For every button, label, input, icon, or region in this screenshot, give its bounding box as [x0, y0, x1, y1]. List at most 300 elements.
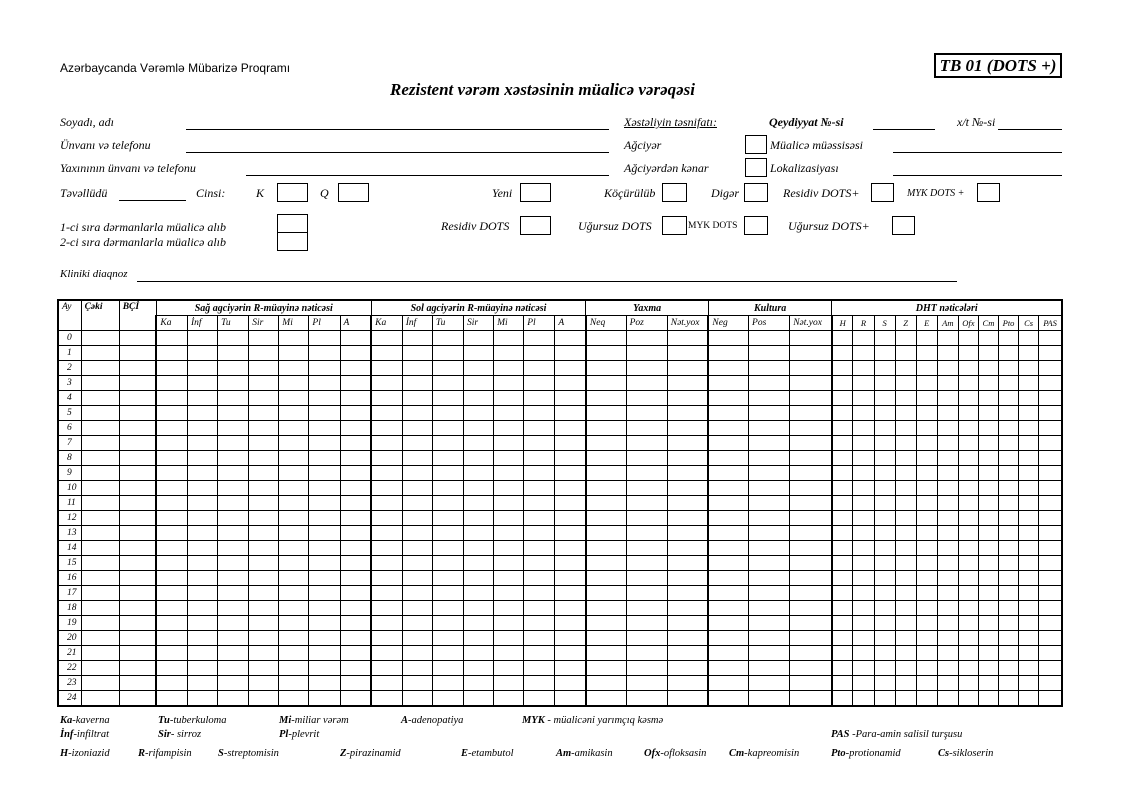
entry-cell[interactable] [494, 511, 524, 526]
entry-cell[interactable] [895, 691, 916, 707]
entry-cell[interactable] [119, 526, 156, 541]
entry-cell[interactable] [667, 331, 708, 346]
entry-cell[interactable] [853, 376, 874, 391]
entry-cell[interactable] [1019, 481, 1039, 496]
entry-cell[interactable] [874, 496, 895, 511]
entry-cell[interactable] [119, 661, 156, 676]
entry-cell[interactable] [371, 556, 402, 571]
pulmonary-checkbox[interactable] [745, 135, 767, 154]
entry-cell[interactable] [916, 541, 937, 556]
entry-cell[interactable] [790, 616, 832, 631]
entry-cell[interactable] [119, 496, 156, 511]
entry-cell[interactable] [708, 481, 748, 496]
entry-cell[interactable] [667, 631, 708, 646]
entry-cell[interactable] [218, 691, 249, 707]
entry-cell[interactable] [309, 511, 340, 526]
entry-cell[interactable] [371, 391, 402, 406]
entry-cell[interactable] [895, 421, 916, 436]
entry-cell[interactable] [340, 571, 371, 586]
entry-cell[interactable] [340, 346, 371, 361]
entry-cell[interactable] [874, 406, 895, 421]
entry-cell[interactable] [832, 646, 853, 661]
entry-cell[interactable] [218, 646, 249, 661]
entry-cell[interactable] [432, 661, 463, 676]
entry-cell[interactable] [187, 451, 217, 466]
entry-cell[interactable] [937, 466, 958, 481]
entry-cell[interactable] [999, 406, 1019, 421]
entry-cell[interactable] [371, 481, 402, 496]
entry-cell[interactable] [895, 361, 916, 376]
entry-cell[interactable] [667, 511, 708, 526]
entry-cell[interactable] [309, 331, 340, 346]
entry-cell[interactable] [895, 571, 916, 586]
entry-cell[interactable] [874, 451, 895, 466]
entry-cell[interactable] [279, 541, 309, 556]
entry-cell[interactable] [494, 436, 524, 451]
entry-cell[interactable] [309, 616, 340, 631]
entry-cell[interactable] [1039, 481, 1062, 496]
entry-cell[interactable] [218, 361, 249, 376]
entry-cell[interactable] [309, 481, 340, 496]
new-checkbox[interactable] [520, 183, 551, 202]
entry-cell[interactable] [958, 346, 978, 361]
entry-cell[interactable] [667, 391, 708, 406]
entry-cell[interactable] [463, 436, 493, 451]
entry-cell[interactable] [1039, 556, 1062, 571]
entry-cell[interactable] [853, 481, 874, 496]
birth-field[interactable] [119, 200, 186, 201]
entry-cell[interactable] [340, 421, 371, 436]
entry-cell[interactable] [874, 616, 895, 631]
entry-cell[interactable] [1039, 646, 1062, 661]
entry-cell[interactable] [586, 346, 626, 361]
entry-cell[interactable] [1039, 391, 1062, 406]
entry-cell[interactable] [667, 586, 708, 601]
entry-cell[interactable] [371, 661, 402, 676]
entry-cell[interactable] [895, 391, 916, 406]
entry-cell[interactable] [958, 526, 978, 541]
entry-cell[interactable] [371, 541, 402, 556]
entry-cell[interactable] [1039, 631, 1062, 646]
entry-cell[interactable] [626, 601, 667, 616]
entry-cell[interactable] [249, 466, 279, 481]
entry-cell[interactable] [494, 586, 524, 601]
gender-k-checkbox[interactable] [277, 183, 308, 202]
entry-cell[interactable] [874, 586, 895, 601]
entry-cell[interactable] [874, 661, 895, 676]
entry-cell[interactable] [667, 691, 708, 707]
entry-cell[interactable] [249, 346, 279, 361]
entry-cell[interactable] [402, 601, 432, 616]
entry-cell[interactable] [402, 541, 432, 556]
entry-cell[interactable] [279, 406, 309, 421]
entry-cell[interactable] [156, 346, 187, 361]
entry-cell[interactable] [708, 616, 748, 631]
entry-cell[interactable] [853, 511, 874, 526]
entry-cell[interactable] [1039, 361, 1062, 376]
first-line-checkbox[interactable] [277, 214, 308, 233]
extrapulmonary-checkbox[interactable] [745, 158, 767, 177]
entry-cell[interactable] [81, 601, 119, 616]
entry-cell[interactable] [937, 496, 958, 511]
entry-cell[interactable] [463, 511, 493, 526]
entry-cell[interactable] [402, 646, 432, 661]
entry-cell[interactable] [937, 331, 958, 346]
entry-cell[interactable] [555, 601, 586, 616]
entry-cell[interactable] [279, 451, 309, 466]
entry-cell[interactable] [279, 601, 309, 616]
entry-cell[interactable] [81, 421, 119, 436]
entry-cell[interactable] [958, 511, 978, 526]
entry-cell[interactable] [524, 361, 555, 376]
entry-cell[interactable] [916, 511, 937, 526]
entry-cell[interactable] [999, 376, 1019, 391]
address-field[interactable] [186, 152, 609, 153]
entry-cell[interactable] [524, 406, 555, 421]
entry-cell[interactable] [524, 511, 555, 526]
entry-cell[interactable] [626, 481, 667, 496]
entry-cell[interactable] [916, 646, 937, 661]
entry-cell[interactable] [999, 526, 1019, 541]
entry-cell[interactable] [895, 586, 916, 601]
entry-cell[interactable] [432, 541, 463, 556]
entry-cell[interactable] [432, 346, 463, 361]
entry-cell[interactable] [749, 451, 790, 466]
entry-cell[interactable] [916, 406, 937, 421]
entry-cell[interactable] [218, 661, 249, 676]
entry-cell[interactable] [790, 346, 832, 361]
entry-cell[interactable] [874, 556, 895, 571]
entry-cell[interactable] [667, 526, 708, 541]
entry-cell[interactable] [494, 331, 524, 346]
entry-cell[interactable] [463, 571, 493, 586]
entry-cell[interactable] [156, 361, 187, 376]
entry-cell[interactable] [749, 391, 790, 406]
entry-cell[interactable] [119, 631, 156, 646]
entry-cell[interactable] [402, 376, 432, 391]
entry-cell[interactable] [279, 556, 309, 571]
entry-cell[interactable] [586, 451, 626, 466]
entry-cell[interactable] [371, 586, 402, 601]
entry-cell[interactable] [218, 601, 249, 616]
entry-cell[interactable] [279, 331, 309, 346]
entry-cell[interactable] [790, 361, 832, 376]
failure-dots-plus-checkbox[interactable] [892, 216, 915, 235]
entry-cell[interactable] [978, 541, 998, 556]
entry-cell[interactable] [853, 421, 874, 436]
entry-cell[interactable] [119, 511, 156, 526]
entry-cell[interactable] [119, 376, 156, 391]
entry-cell[interactable] [667, 451, 708, 466]
entry-cell[interactable] [432, 331, 463, 346]
entry-cell[interactable] [586, 406, 626, 421]
entry-cell[interactable] [555, 481, 586, 496]
entry-cell[interactable] [340, 586, 371, 601]
entry-cell[interactable] [916, 346, 937, 361]
entry-cell[interactable] [999, 661, 1019, 676]
entry-cell[interactable] [156, 481, 187, 496]
entry-cell[interactable] [916, 436, 937, 451]
entry-cell[interactable] [1039, 346, 1062, 361]
entry-cell[interactable] [832, 481, 853, 496]
entry-cell[interactable] [218, 466, 249, 481]
entry-cell[interactable] [279, 586, 309, 601]
entry-cell[interactable] [832, 616, 853, 631]
entry-cell[interactable] [340, 331, 371, 346]
entry-cell[interactable] [81, 661, 119, 676]
entry-cell[interactable] [156, 526, 187, 541]
entry-cell[interactable] [667, 676, 708, 691]
entry-cell[interactable] [874, 331, 895, 346]
entry-cell[interactable] [371, 511, 402, 526]
entry-cell[interactable] [402, 556, 432, 571]
entry-cell[interactable] [978, 481, 998, 496]
entry-cell[interactable] [667, 466, 708, 481]
entry-cell[interactable] [494, 391, 524, 406]
entry-cell[interactable] [432, 556, 463, 571]
entry-cell[interactable] [279, 526, 309, 541]
entry-cell[interactable] [1019, 616, 1039, 631]
entry-cell[interactable] [524, 601, 555, 616]
entry-cell[interactable] [937, 391, 958, 406]
entry-cell[interactable] [81, 466, 119, 481]
entry-cell[interactable] [874, 391, 895, 406]
entry-cell[interactable] [958, 631, 978, 646]
entry-cell[interactable] [524, 436, 555, 451]
entry-cell[interactable] [119, 436, 156, 451]
entry-cell[interactable] [999, 496, 1019, 511]
entry-cell[interactable] [432, 526, 463, 541]
entry-cell[interactable] [249, 481, 279, 496]
entry-cell[interactable] [555, 646, 586, 661]
entry-cell[interactable] [1019, 526, 1039, 541]
entry-cell[interactable] [999, 481, 1019, 496]
entry-cell[interactable] [402, 661, 432, 676]
entry-cell[interactable] [1039, 661, 1062, 676]
entry-cell[interactable] [874, 541, 895, 556]
entry-cell[interactable] [187, 376, 217, 391]
entry-cell[interactable] [937, 571, 958, 586]
entry-cell[interactable] [340, 526, 371, 541]
entry-cell[interactable] [790, 331, 832, 346]
entry-cell[interactable] [187, 421, 217, 436]
entry-cell[interactable] [586, 676, 626, 691]
entry-cell[interactable] [790, 676, 832, 691]
entry-cell[interactable] [249, 376, 279, 391]
entry-cell[interactable] [187, 571, 217, 586]
entry-cell[interactable] [432, 391, 463, 406]
entry-cell[interactable] [749, 676, 790, 691]
entry-cell[interactable] [895, 346, 916, 361]
entry-cell[interactable] [708, 451, 748, 466]
entry-cell[interactable] [626, 391, 667, 406]
entry-cell[interactable] [218, 631, 249, 646]
entry-cell[interactable] [524, 451, 555, 466]
entry-cell[interactable] [309, 661, 340, 676]
entry-cell[interactable] [978, 571, 998, 586]
entry-cell[interactable] [524, 646, 555, 661]
entry-cell[interactable] [555, 421, 586, 436]
entry-cell[interactable] [853, 406, 874, 421]
entry-cell[interactable] [524, 616, 555, 631]
entry-cell[interactable] [832, 421, 853, 436]
entry-cell[interactable] [853, 526, 874, 541]
entry-cell[interactable] [667, 436, 708, 451]
entry-cell[interactable] [999, 391, 1019, 406]
entry-cell[interactable] [937, 541, 958, 556]
entry-cell[interactable] [524, 391, 555, 406]
entry-cell[interactable] [494, 691, 524, 707]
entry-cell[interactable] [937, 436, 958, 451]
entry-cell[interactable] [340, 391, 371, 406]
entry-cell[interactable] [978, 406, 998, 421]
entry-cell[interactable] [667, 361, 708, 376]
entry-cell[interactable] [555, 451, 586, 466]
entry-cell[interactable] [832, 676, 853, 691]
entry-cell[interactable] [81, 406, 119, 421]
entry-cell[interactable] [555, 526, 586, 541]
entry-cell[interactable] [749, 331, 790, 346]
entry-cell[interactable] [81, 496, 119, 511]
entry-cell[interactable] [463, 406, 493, 421]
entry-cell[interactable] [626, 466, 667, 481]
entry-cell[interactable] [524, 661, 555, 676]
entry-cell[interactable] [586, 646, 626, 661]
entry-cell[interactable] [432, 451, 463, 466]
entry-cell[interactable] [749, 601, 790, 616]
entry-cell[interactable] [958, 556, 978, 571]
entry-cell[interactable] [81, 571, 119, 586]
entry-cell[interactable] [279, 511, 309, 526]
entry-cell[interactable] [999, 586, 1019, 601]
entry-cell[interactable] [1019, 631, 1039, 646]
entry-cell[interactable] [309, 541, 340, 556]
entry-cell[interactable] [978, 466, 998, 481]
entry-cell[interactable] [156, 676, 187, 691]
entry-cell[interactable] [218, 406, 249, 421]
entry-cell[interactable] [1039, 436, 1062, 451]
entry-cell[interactable] [916, 571, 937, 586]
entry-cell[interactable] [524, 526, 555, 541]
entry-cell[interactable] [524, 496, 555, 511]
entry-cell[interactable] [790, 511, 832, 526]
entry-cell[interactable] [1019, 346, 1039, 361]
entry-cell[interactable] [1019, 451, 1039, 466]
surname-field[interactable] [186, 129, 609, 130]
entry-cell[interactable] [555, 406, 586, 421]
entry-cell[interactable] [667, 556, 708, 571]
entry-cell[interactable] [81, 691, 119, 707]
entry-cell[interactable] [555, 661, 586, 676]
entry-cell[interactable] [626, 376, 667, 391]
entry-cell[interactable] [832, 601, 853, 616]
entry-cell[interactable] [895, 616, 916, 631]
entry-cell[interactable] [999, 631, 1019, 646]
entry-cell[interactable] [749, 556, 790, 571]
entry-cell[interactable] [156, 691, 187, 707]
entry-cell[interactable] [494, 541, 524, 556]
entry-cell[interactable] [402, 691, 432, 707]
entry-cell[interactable] [218, 541, 249, 556]
entry-cell[interactable] [874, 436, 895, 451]
entry-cell[interactable] [218, 616, 249, 631]
entry-cell[interactable] [494, 376, 524, 391]
entry-cell[interactable] [1019, 496, 1039, 511]
entry-cell[interactable] [853, 616, 874, 631]
entry-cell[interactable] [402, 436, 432, 451]
entry-cell[interactable] [958, 361, 978, 376]
entry-cell[interactable] [874, 631, 895, 646]
entry-cell[interactable] [1019, 541, 1039, 556]
entry-cell[interactable] [309, 406, 340, 421]
entry-cell[interactable] [279, 661, 309, 676]
entry-cell[interactable] [340, 646, 371, 661]
entry-cell[interactable] [218, 496, 249, 511]
entry-cell[interactable] [432, 586, 463, 601]
entry-cell[interactable] [667, 601, 708, 616]
entry-cell[interactable] [187, 661, 217, 676]
entry-cell[interactable] [874, 646, 895, 661]
entry-cell[interactable] [978, 391, 998, 406]
entry-cell[interactable] [156, 601, 187, 616]
entry-cell[interactable] [187, 346, 217, 361]
entry-cell[interactable] [790, 406, 832, 421]
entry-cell[interactable] [279, 496, 309, 511]
entry-cell[interactable] [626, 436, 667, 451]
entry-cell[interactable] [119, 571, 156, 586]
entry-cell[interactable] [463, 451, 493, 466]
entry-cell[interactable] [626, 421, 667, 436]
registration-field[interactable] [873, 129, 935, 130]
entry-cell[interactable] [978, 616, 998, 631]
entry-cell[interactable] [626, 586, 667, 601]
entry-cell[interactable] [371, 631, 402, 646]
entry-cell[interactable] [874, 421, 895, 436]
entry-cell[interactable] [187, 496, 217, 511]
entry-cell[interactable] [978, 376, 998, 391]
entry-cell[interactable] [853, 691, 874, 707]
entry-cell[interactable] [790, 586, 832, 601]
entry-cell[interactable] [1039, 511, 1062, 526]
entry-cell[interactable] [371, 346, 402, 361]
failure-dots-checkbox[interactable] [662, 216, 687, 235]
entry-cell[interactable] [1039, 421, 1062, 436]
entry-cell[interactable] [371, 466, 402, 481]
entry-cell[interactable] [790, 436, 832, 451]
entry-cell[interactable] [309, 646, 340, 661]
entry-cell[interactable] [937, 406, 958, 421]
entry-cell[interactable] [463, 676, 493, 691]
entry-cell[interactable] [555, 331, 586, 346]
entry-cell[interactable] [937, 346, 958, 361]
entry-cell[interactable] [309, 676, 340, 691]
entry-cell[interactable] [119, 421, 156, 436]
entry-cell[interactable] [156, 421, 187, 436]
entry-cell[interactable] [958, 421, 978, 436]
entry-cell[interactable] [371, 496, 402, 511]
entry-cell[interactable] [832, 331, 853, 346]
entry-cell[interactable] [832, 436, 853, 451]
entry-cell[interactable] [708, 646, 748, 661]
entry-cell[interactable] [626, 511, 667, 526]
entry-cell[interactable] [81, 586, 119, 601]
entry-cell[interactable] [81, 481, 119, 496]
entry-cell[interactable] [749, 541, 790, 556]
entry-cell[interactable] [402, 616, 432, 631]
entry-cell[interactable] [524, 556, 555, 571]
entry-cell[interactable] [874, 376, 895, 391]
entry-cell[interactable] [626, 616, 667, 631]
